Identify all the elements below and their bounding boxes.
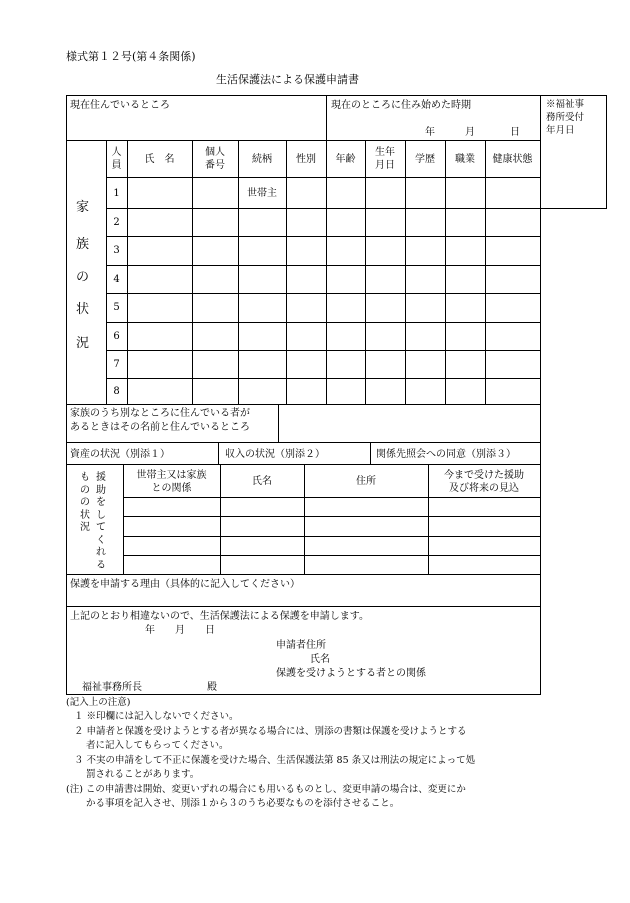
grid-line <box>106 322 540 323</box>
office-head-label: 福祉事務所長 <box>82 682 142 693</box>
office-receipt-line3: 年月日 <box>546 125 575 136</box>
note-2-line1: ２ 申請者と保護を受けようとする者が異なる場合には、別添の書類は保護を受けようとする <box>74 726 467 737</box>
note-3-line1: ３ 不実の申請をして不正に保護を受けた場合、生活保護法第 85 条又は刑法の規定によって処 <box>74 755 476 766</box>
row-number: 2 <box>113 217 120 228</box>
family-label-char: 状 <box>76 302 90 317</box>
helpers-header-address: 住所 <box>356 476 376 487</box>
header-birth-line1: 生年 <box>375 147 395 158</box>
helpers-header-name: 氏名 <box>252 476 272 487</box>
grid-line <box>127 140 128 404</box>
grid-line <box>370 442 371 464</box>
grid-line <box>326 140 327 404</box>
grid-line <box>106 350 540 351</box>
grid-line <box>66 95 607 96</box>
row-number: 3 <box>113 245 120 256</box>
header-id-line2: 番号 <box>205 160 225 171</box>
helpers-side-label-col2: ものの状況 <box>80 472 90 533</box>
residence-month: 月 <box>465 127 475 138</box>
row-number: 7 <box>113 359 120 370</box>
header-birth-line2: 月日 <box>375 160 395 171</box>
header-relation: 続柄 <box>252 154 272 165</box>
grid-line <box>123 536 540 537</box>
family-label-char: の <box>76 270 90 285</box>
header-member-line1: 人 <box>111 147 122 158</box>
grid-line <box>106 293 540 294</box>
row-number: 4 <box>113 274 120 285</box>
row-number: 6 <box>113 331 120 342</box>
header-age: 年齢 <box>335 154 356 165</box>
helpers-side-label-col1: 援助をしてくれる <box>96 472 106 571</box>
grid-line <box>66 140 540 141</box>
residence-start-label: 現在のところに住み始めた時期 <box>331 100 471 111</box>
applicant-address-label: 申請者住所 <box>276 640 326 651</box>
header-name: 氏 名 <box>144 154 175 165</box>
grid-line <box>66 574 540 575</box>
note-4-line1: (注) この申請書は開始、変更いずれの場合にも用いるものとし、変更申請の場合は、変更にか <box>66 784 466 795</box>
grid-line <box>123 516 540 517</box>
current-address-label: 現在住んでいるところ <box>70 100 170 111</box>
family-label-char: 家 <box>76 200 90 215</box>
office-receipt-line2: 務所受付 <box>546 112 585 123</box>
helpers-header-relation-line1: 世帯主又は家族 <box>136 470 207 481</box>
header-id-line1: 個人 <box>205 147 225 158</box>
grid-line <box>238 140 239 404</box>
header-member-line2: 員 <box>111 160 122 171</box>
separate-residence-line2: あるときはその名前と住んでいるところ <box>70 422 250 433</box>
grid-line <box>66 442 540 443</box>
grid-line <box>326 95 327 141</box>
grid-line <box>123 497 540 498</box>
header-education: 学歴 <box>415 154 435 165</box>
grid-line <box>192 140 193 404</box>
grid-line <box>540 95 541 695</box>
office-receipt-line1: ※福祉事 <box>546 99 585 110</box>
grid-line <box>286 140 287 404</box>
applicant-relation-label: 保護を受けようとする者との関係 <box>276 668 426 679</box>
notes-heading: (記入上の注意) <box>66 697 131 708</box>
grid-line <box>106 378 540 379</box>
note-1: １ ※印欄には記入しないでください。 <box>74 711 239 722</box>
honorific: 殿 <box>207 682 217 693</box>
grid-line <box>485 140 486 404</box>
grid-line <box>606 95 607 209</box>
note-3-line2: 罰されることがあります。 <box>86 769 200 780</box>
helpers-header-support-line1: 今まで受けた援助 <box>444 470 524 481</box>
residence-year: 年 <box>425 127 435 138</box>
declaration-statement: 上記のとおり相違ないので、生活保護法による保護を申請します。 <box>70 611 369 622</box>
grid-line <box>123 555 540 556</box>
row-number: 5 <box>113 302 120 313</box>
row-number: 8 <box>113 386 120 397</box>
note-4-line2: かる事項を記入させ、別添１から３のうち必要なものを添付させること。 <box>86 798 400 809</box>
declaration-date: 年 月 日 <box>145 625 215 636</box>
income-label: 収入の状況（別添２） <box>225 449 325 460</box>
grid-line <box>218 442 219 464</box>
residence-day: 日 <box>510 127 520 138</box>
grid-line <box>278 404 279 442</box>
grid-line <box>445 140 446 404</box>
grid-line <box>106 236 540 237</box>
separate-residence-line1: 家族のうち別なところに住んでいる者が <box>70 408 250 419</box>
grid-line <box>66 95 67 695</box>
assets-label: 資産の状況（別添１） <box>70 449 170 460</box>
helpers-header-support-line2: 及び将来の見込 <box>449 483 519 494</box>
form-number: 様式第１２号(第４条関係) <box>66 50 196 63</box>
grid-line <box>66 606 540 607</box>
grid-line <box>66 464 540 465</box>
grid-line <box>66 694 541 695</box>
family-label-char: 族 <box>76 237 90 252</box>
head-of-household: 世帯主 <box>247 188 277 199</box>
applicant-name-label: 氏名 <box>310 654 330 665</box>
page-title: 生活保護法による保護申請書 <box>216 73 359 86</box>
grid-line <box>405 140 406 404</box>
grid-line <box>106 265 540 266</box>
header-sex: 性別 <box>296 154 316 165</box>
consent-label: 関係先照会への同意（別添３） <box>376 449 516 460</box>
header-health: 健康状態 <box>492 154 533 165</box>
header-occupation: 職業 <box>455 154 475 165</box>
grid-line <box>106 208 540 209</box>
grid-line <box>540 208 607 209</box>
row-number: 1 <box>113 188 120 199</box>
helpers-header-relation-line2: との関係 <box>151 483 192 494</box>
reason-label: 保護を申請する理由（具体的に記入してください） <box>70 579 300 590</box>
note-2-line2: 者に記入してもらってください。 <box>86 740 229 751</box>
grid-line <box>365 140 366 404</box>
grid-line <box>66 404 540 405</box>
family-label-char: 況 <box>76 336 90 351</box>
grid-line <box>106 177 540 178</box>
